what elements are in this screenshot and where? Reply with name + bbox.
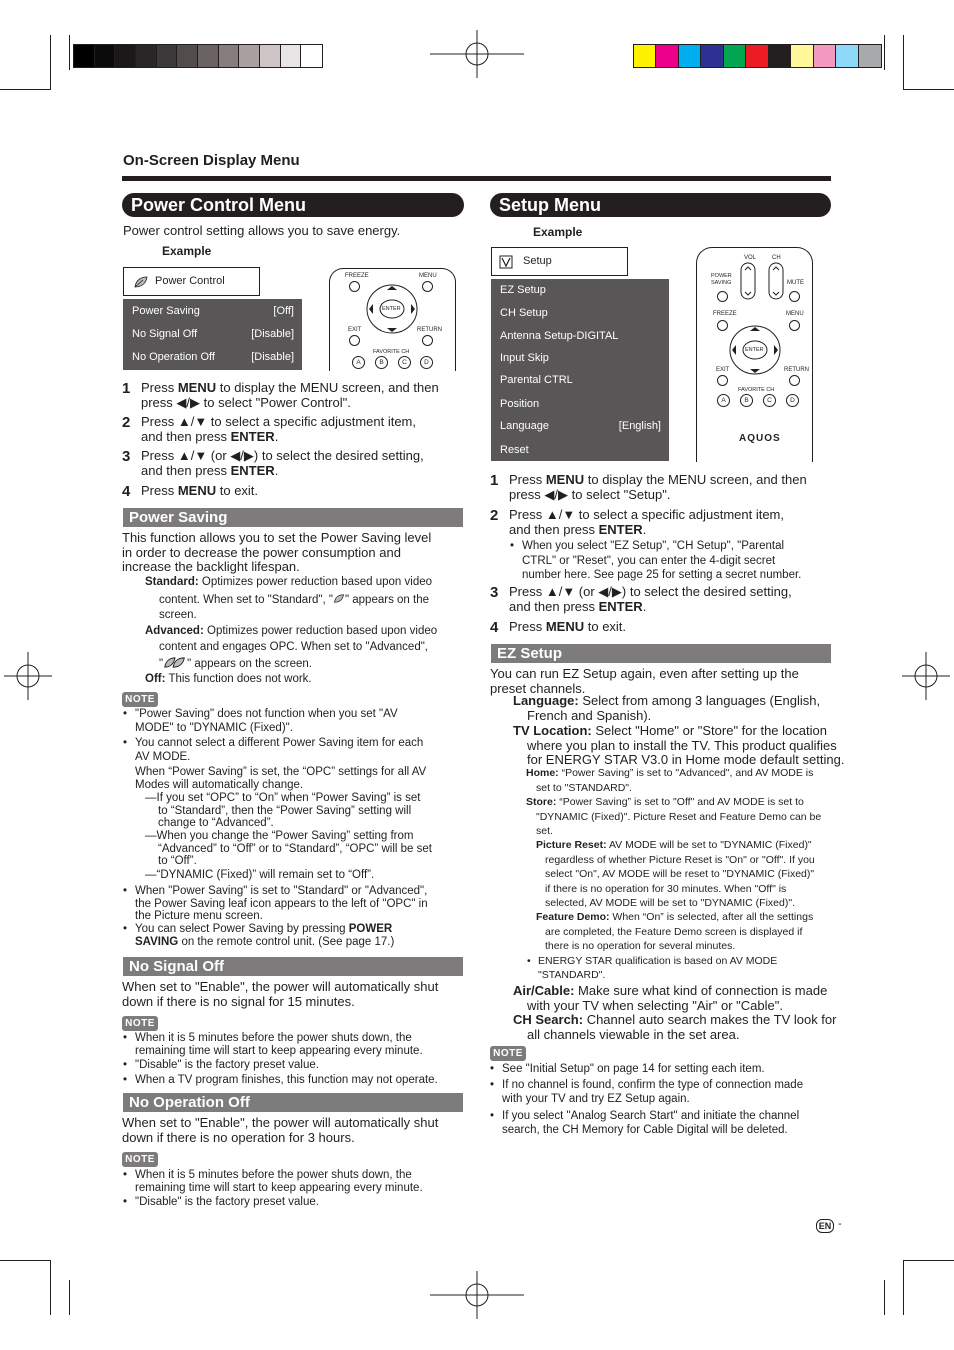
menu-item-value: [Off] (273, 305, 294, 317)
freeze-button (349, 281, 360, 292)
definition-line: all channels viewable in the set area. (527, 1026, 740, 1042)
standard-text-3: " appears on the (344, 594, 429, 606)
menu-item (500, 329, 661, 343)
definition-line: select "On", AV MODE will be reset to "DYNAMIC (Fixed)" (545, 868, 815, 880)
page-dash: - (838, 1218, 842, 1230)
freeze-label: FREEZE (713, 311, 737, 317)
definition-line: Air/Cable: Make sure what kind of connection is made (513, 983, 828, 998)
favorite-ch-label: FAVORITE CH (738, 387, 775, 393)
step-text: and then press ENTER. (509, 598, 647, 614)
bullet-dot: • (123, 923, 128, 935)
color-swatch (836, 45, 858, 67)
definition-term: TV Location: (513, 723, 592, 738)
paragraph-line: When set to "Enable", the power will automatically shut (122, 979, 439, 994)
note-line: the Power Saving leaf icon appears to the left of "OPC" in (135, 897, 428, 910)
advanced-description-line3 (159, 656, 312, 672)
no-signal-off-heading: No Signal Off (123, 957, 463, 976)
step-number: 4 (122, 483, 131, 500)
standard-text-2: content. When set to "Standard", " (159, 594, 333, 606)
example-label: Example (162, 244, 212, 258)
bullet-dot: • (123, 737, 128, 749)
definition-line: TV Location: Select "Home" or "Store" for the location (513, 723, 827, 738)
menu-item (132, 304, 294, 318)
remote-control-illustration (329, 268, 456, 371)
menu-item (500, 373, 661, 387)
registration-target-top (430, 30, 524, 78)
bullet-dot: • (490, 1109, 495, 1122)
off-text: This function does not work. (168, 673, 312, 685)
definition-line: Home: “Power Saving” is set to "Advanced", and AV MODE is (526, 767, 814, 779)
note-line: search, the CH Memory for Cable Digital will be deleted. (502, 1124, 788, 1136)
power-control-menu (123, 299, 302, 370)
note-line: You cannot select a different Power Saving item for each (135, 737, 424, 749)
definition-line: where you plan to install the TV. This product qualifies (527, 737, 837, 753)
step-text: Press ▲/▼ (or ◀/▶) to select the desired setting, (141, 448, 424, 463)
menu-item-label: Power Saving (132, 305, 200, 317)
note-line: When you select "EZ Setup", "CH Setup", "Parental (522, 540, 785, 552)
step-text: press ◀/▶ to select "Power Control". (141, 394, 351, 410)
color-swatch (656, 45, 678, 67)
definition-line: Language: Select from among 3 languages (English, (513, 693, 821, 708)
standard-description (145, 575, 465, 590)
ch-label: CH (772, 255, 781, 261)
bullet-dot: • (490, 1063, 495, 1075)
paragraph-line: When set to "Enable", the power will automatically shut (122, 1115, 439, 1130)
color-swatch (679, 45, 701, 67)
enter-label: ENTER (745, 347, 764, 353)
button-d: D (420, 356, 433, 369)
no-operation-off-heading: No Operation Off (123, 1093, 463, 1112)
advanced-term: Advanced: (145, 625, 204, 637)
step-number: 2 (122, 414, 131, 431)
note-line: remaining time will start to keep appearing every minute. (135, 1044, 423, 1057)
paragraph-line: down if there is no signal for 15 minutes. (122, 993, 355, 1009)
button-a: A (352, 356, 365, 369)
definition-line: Picture Reset: AV MODE will be set to "DYNAMIC (Fixed)" (536, 839, 812, 851)
leaf-icon (333, 593, 345, 604)
color-swatch (157, 45, 178, 67)
setup-title: Setup Menu (490, 193, 831, 217)
bullet-dot: • (527, 955, 531, 967)
paragraph-line: preset channels. (490, 680, 586, 696)
button-c: C (763, 394, 776, 407)
note-line: When it is 5 minutes before the power shuts down, the (135, 1032, 412, 1044)
note-line: with your TV and try EZ Setup again. (502, 1093, 690, 1105)
advanced-description (145, 624, 465, 639)
step-number: 3 (122, 448, 131, 465)
paragraph-line: This function allows you to set the Power Saving level (122, 530, 432, 545)
color-swatch (769, 45, 791, 67)
example-label: Example (533, 225, 583, 239)
freeze-label: FREEZE (345, 273, 369, 279)
double-leaf-icon (163, 656, 187, 669)
note-badge: NOTE (122, 1016, 158, 1031)
color-swatch (814, 45, 836, 67)
step-number: 1 (122, 380, 131, 397)
note-line: See "Initial Setup" on page 14 for setting each item. (502, 1063, 765, 1075)
bullet-dot: • (123, 1032, 128, 1044)
color-swatch (198, 45, 219, 67)
note-line: When a TV program finishes, this function may not operate. (135, 1073, 438, 1086)
color-swatch (859, 45, 881, 67)
language-badge: EN (816, 1219, 834, 1233)
definition-line: French and Spanish). (527, 707, 652, 723)
note-line: If you select "Analog Search Start" and initiate the channel (502, 1109, 800, 1122)
menu-button (789, 320, 800, 331)
standard-text-4: screen. (159, 609, 197, 621)
paragraph-line: You can run EZ Setup again, even after setting up the (490, 666, 799, 681)
step-text: Press ▲/▼ (or ◀/▶) to select the desired setting, (509, 584, 792, 599)
paragraph-line: down if there is no operation for 3 hours. (122, 1129, 355, 1145)
favorite-ch-label: FAVORITE CH (373, 349, 410, 355)
definition-line: if there is no operation for 30 minutes. When "Off" is (545, 882, 787, 895)
remote-control-illustration (696, 247, 813, 462)
button-a: A (717, 394, 730, 407)
note-line: to “Standard”, then the “Power Saving” setting will (158, 804, 412, 817)
power-saving-heading: Power Saving (123, 508, 463, 527)
menu-item-label: Language (500, 420, 549, 432)
advanced-text-2: content and engages OPC. When set to "Advanced", (159, 641, 428, 653)
exit-button (717, 375, 728, 386)
registration-target-left (4, 652, 52, 700)
note-line: —When you change the “Power Saving” setting from (145, 830, 414, 842)
button-d: D (786, 394, 799, 407)
bullet-dot: • (123, 1169, 128, 1181)
note-line: ENERGY STAR qualification is based on AV MODE (538, 955, 778, 967)
note-line: MODE" to "DYNAMIC (Fixed)". (135, 722, 293, 734)
color-swatch (177, 45, 198, 67)
power-control-menu-header (123, 267, 260, 296)
menu-item-value: [English] (618, 420, 661, 432)
standard-term: Standard: (145, 576, 199, 588)
menu-header-label: Power Control (155, 275, 225, 287)
standard-text-1: Optimizes power reduction based upon video (201, 576, 433, 588)
note-line: —If you set “OPC” to “On” when “Power Saving” is set (145, 792, 421, 804)
step-text: press ◀/▶ to select "Setup". (509, 486, 671, 502)
step-text: Press ▲/▼ to select a specific adjustment item, (509, 507, 784, 522)
power-control-intro: Power control setting allows you to save energy. (123, 223, 401, 238)
button-c: C (398, 356, 411, 369)
note-line: SAVING on the remote control unit. (See page 17.) (135, 936, 395, 948)
leaf-icon (133, 275, 149, 289)
definition-term: Air/Cable: (513, 983, 575, 998)
bullet-dot: • (123, 1073, 128, 1086)
menu-item (500, 351, 661, 365)
section-rule (122, 176, 831, 181)
registration-target-right (902, 652, 950, 700)
bullet-dot: • (123, 708, 128, 720)
power-saving-label: POWER SAVING (711, 273, 732, 286)
color-swatch (634, 45, 656, 67)
note-line: CTRL" or "Reset", you can enter the 4-digit secret (522, 554, 776, 567)
definition-term: Feature Demo: (536, 911, 610, 923)
note-line: “Advanced” to “Off” or to “Standard”, “OPC” will be set (158, 842, 432, 855)
exit-button (349, 335, 360, 346)
step-number: 3 (490, 584, 499, 601)
color-swatch (219, 45, 240, 67)
color-swatch (239, 45, 260, 67)
menu-item-label: Input Skip (500, 352, 549, 364)
color-swatch (136, 45, 157, 67)
definition-term: Home: (526, 767, 559, 779)
return-label: RETURN (784, 367, 809, 373)
bullet-dot: • (123, 1059, 128, 1072)
note-line: If no channel is found, confirm the type of connection made (502, 1078, 804, 1091)
section-heading: On-Screen Display Menu (123, 152, 300, 169)
paragraph-line: in order to decrease the power consumption and (122, 544, 401, 560)
advanced-text-4: " appears on the screen. (187, 658, 313, 670)
color-swatch (724, 45, 746, 67)
button-b: B (375, 356, 388, 369)
definition-line: selected, AV MODE will be set to "DYNAMIC (Fixed)". (545, 897, 795, 909)
advanced-text-1: Optimizes power reduction based upon video (207, 625, 438, 637)
menu-header-label: Setup (523, 255, 552, 267)
definition-line: for ENERGY STAR V3.0 in Home mode default setting. (527, 752, 845, 767)
advanced-text-3: " (159, 658, 164, 670)
note-badge: NOTE (490, 1046, 526, 1061)
definition-term: Store: (526, 796, 557, 808)
menu-item (132, 327, 294, 341)
menu-item-label: Reset (500, 444, 529, 456)
step-text: Press MENU to display the MENU screen, and then (141, 380, 439, 395)
note-line: change to “Advanced”. (158, 817, 274, 829)
note-line: When it is 5 minutes before the power shuts down, the (135, 1169, 412, 1181)
bullet-dot: • (123, 1196, 128, 1209)
color-swatch (301, 45, 322, 67)
definition-line: "DYNAMIC (Fixed)". Picture Reset and Feature Demo can be (536, 810, 822, 823)
definition-line: are completed, the Feature Demo screen is displayed if (545, 925, 803, 938)
menu-label: MENU (786, 311, 804, 317)
exit-label: EXIT (716, 367, 730, 373)
definition-line: regardless of whether Picture Reset is "On" or "Off". If you (545, 853, 815, 866)
color-swatch (746, 45, 768, 67)
note-line: number here. See page 25 for setting a secret number. (522, 569, 802, 581)
note-line: Modes will automatically change. (135, 779, 304, 791)
definition-line: Store: “Power Saving” is set to "Off" and AV MODE is set to (526, 796, 804, 808)
remote-button-name: SAVING (135, 936, 179, 948)
step-text: and then press ENTER. (141, 462, 279, 478)
definition-term: Language: (513, 693, 579, 708)
menu-item-label: Position (500, 398, 540, 410)
setup-menu-header (491, 247, 628, 276)
definition-term: CH Search: (513, 1012, 584, 1027)
vol-ch-rockers (737, 262, 787, 302)
bullet-dot: • (510, 540, 515, 552)
menu-item (132, 350, 294, 364)
definition-line: set to "STANDARD". (536, 781, 632, 794)
step-number: 1 (490, 472, 499, 489)
menu-item (500, 283, 661, 297)
definition-line: CH Search: Channel auto search makes the TV look for (513, 1012, 837, 1027)
color-swatch (791, 45, 813, 67)
enter-label: ENTER (382, 306, 401, 312)
note-line: When "Power Saving" is set to "Standard" or "Advanced", (135, 885, 428, 897)
note-badge: NOTE (122, 1152, 158, 1167)
bullet-dot: • (123, 885, 128, 897)
color-swatch (281, 45, 302, 67)
return-label: RETURN (417, 327, 442, 333)
exit-label: EXIT (348, 327, 362, 333)
step-text: Press MENU to display the MENU screen, and then (509, 472, 807, 487)
note-line: "Disable" is the factory preset value. (135, 1196, 319, 1209)
mute-button (789, 291, 800, 302)
menu-item-value: [Disable] (251, 328, 294, 340)
step-text: Press MENU to exit. (141, 483, 259, 498)
menu-item-label: EZ Setup (500, 284, 546, 296)
menu-label: MENU (419, 273, 437, 279)
power-saving-button (717, 291, 728, 302)
remote-button-name: POWER (348, 923, 393, 935)
definition-line: set. (536, 825, 553, 837)
color-swatch (95, 45, 116, 67)
grayscale-bar (73, 44, 323, 68)
menu-item-label: No Operation Off (132, 351, 215, 363)
step-text: Press MENU to exit. (509, 619, 627, 634)
note-line: the Picture menu screen. (135, 910, 263, 922)
menu-button (422, 281, 433, 292)
color-bar (633, 44, 882, 68)
menu-item-label: Parental CTRL (500, 374, 573, 386)
color-swatch (115, 45, 136, 67)
brand-logo: AQUOS (739, 433, 781, 444)
off-term: Off: (145, 673, 166, 685)
note-line: remaining time will start to keep appearing every minute. (135, 1181, 423, 1194)
color-swatch (701, 45, 723, 67)
bullet-dot: • (490, 1078, 495, 1091)
freeze-button (717, 320, 728, 331)
menu-item-label: CH Setup (500, 307, 548, 319)
setup-menu (491, 279, 669, 461)
color-swatch (260, 45, 281, 67)
note-line: —“DYNAMIC (Fixed)” will remain set to “Off”. (145, 869, 375, 881)
step-text: Press ▲/▼ to select a specific adjustment item, (141, 414, 416, 429)
step-text: and then press ENTER. (141, 428, 279, 444)
ez-setup-heading: EZ Setup (491, 644, 831, 663)
definition-line: with your TV when selecting "Air" or "Cable". (527, 997, 783, 1013)
note-line: to “Off”. (158, 855, 197, 867)
off-description (145, 672, 312, 687)
menu-item-label: No Signal Off (132, 328, 198, 340)
return-button (789, 375, 800, 386)
standard-description-line2 (159, 593, 429, 608)
setup-icon (499, 255, 513, 269)
note-line: "Power Saving" does not function when you set "AV (135, 708, 398, 720)
step-number: 2 (490, 507, 499, 524)
note-line: "STANDARD". (538, 969, 606, 981)
menu-item (500, 443, 661, 457)
paragraph-line: increase the backlight lifespan. (122, 559, 300, 574)
vol-label: VOL (744, 255, 757, 261)
note-line: You can select Power Saving by pressing POWER (135, 923, 393, 935)
note-line: AV MODE. (135, 751, 191, 763)
button-b: B (740, 394, 753, 407)
menu-item (500, 419, 661, 433)
menu-item (500, 397, 661, 411)
menu-item-value: [Disable] (251, 351, 294, 363)
menu-item (500, 306, 661, 320)
step-number: 4 (490, 619, 499, 636)
power-control-title: Power Control Menu (122, 193, 464, 217)
note-line: When “Power Saving” is set, the “OPC” settings for all AV (135, 766, 427, 778)
definition-term: Picture Reset: (536, 839, 607, 851)
definition-line: there is no operation for several minutes. (545, 940, 736, 952)
definition-line: Feature Demo: When “On” is selected, after all the settings (536, 911, 814, 923)
return-button (422, 335, 433, 346)
note-line: "Disable" is the factory preset value. (135, 1059, 319, 1072)
menu-item-label: Antenna Setup-DIGITAL (500, 330, 619, 342)
step-text: and then press ENTER. (509, 521, 647, 537)
note-badge: NOTE (122, 692, 158, 707)
registration-target-bottom (430, 1271, 524, 1319)
color-swatch (74, 45, 95, 67)
mute-label: MUTE (787, 280, 804, 286)
